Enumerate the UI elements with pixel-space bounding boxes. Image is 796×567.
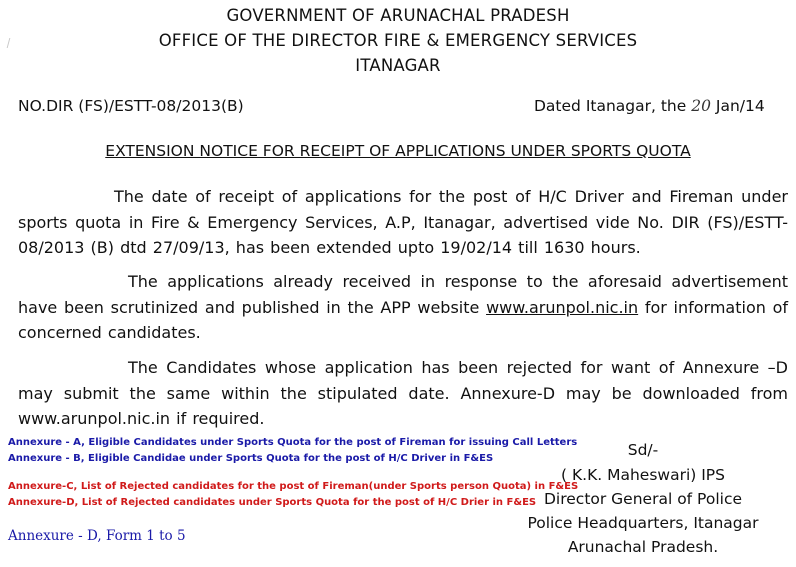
paragraph-extension-text: The date of receipt of applications for the post of H/C Driver and Fireman under sports quota in Fire & Emergency Services, A.P, Itanagar, advertised vide No. DIR (FS)/ESTT-08/2013 (B) dtd 27/09/13, has been extended upto 19/02/14 till 1630 hours.: [18, 187, 788, 257]
date-prefix: Dated Itanagar, the: [534, 97, 687, 115]
notice-subject: EXTENSION NOTICE FOR RECEIPT OF APPLICATIONS UNDER SPORTS QUOTA: [105, 142, 691, 160]
annexure-c-link[interactable]: Annexure-C, List of Rejected candidates for the post of Fireman(under Sports person Quota) in F&ES: [8, 481, 579, 492]
header-government: GOVERNMENT OF ARUNACHAL PRADESH: [226, 6, 570, 25]
annexure-d-link[interactable]: Annexure-D, List of Rejected candidates under Sports Quota for the post of H/C Drier in F&ES: [8, 497, 537, 508]
signature-sd: Sd/-: [627, 441, 659, 459]
annexure-d-form-link[interactable]: Annexure - D, Form 1 to 5: [8, 528, 186, 544]
date-month-year: Jan/14: [715, 97, 765, 115]
paragraph-extension: [18, 184, 788, 261]
signature-designation: Director General of Police: [543, 490, 743, 508]
paragraph-rejected-text: The Candidates whose application has been rejected for want of Annexure –D may submit the same within the stipulated date. Annexure-D may be downloaded from www.arunpol.nic.in if required.: [18, 358, 788, 428]
website-link[interactable]: www.arunpol.nic.in: [486, 297, 639, 317]
header-city: ITANAGAR: [355, 56, 441, 75]
reference-number: NO.DIR (FS)/ESTT-08/2013(B): [18, 97, 244, 115]
paragraph-scrutiny-tail: for information of concerned candidates.: [18, 297, 788, 342]
paragraph-scrutiny-text: The applications already received in response to the aforesaid advertisement have been scrutinized and published in the APP website: [18, 272, 788, 317]
paragraph-rejected: [18, 355, 788, 432]
cropped-text-fragment: [0, 561, 796, 567]
annexure-a-link[interactable]: Annexure - A, Eligible Candidates under Sports Quota for the post of Fireman for issuing Call Letters: [8, 437, 578, 448]
signature-name: ( K.K. Maheswari) IPS: [561, 466, 725, 484]
paragraph-scrutiny: [18, 269, 788, 346]
annexure-b-link[interactable]: Annexure - B, Eligible Candidae under Sports Quota for the post of H/C Driver in F&ES: [8, 453, 494, 464]
signature-state: Arunachal Pradesh.: [567, 538, 719, 556]
date-day: 20: [691, 97, 711, 115]
signature-office: Police Headquarters, Itanagar: [527, 514, 759, 532]
reference-date: [534, 97, 765, 115]
header-office: OFFICE OF THE DIRECTOR FIRE & EMERGENCY SERVICES: [158, 31, 638, 50]
